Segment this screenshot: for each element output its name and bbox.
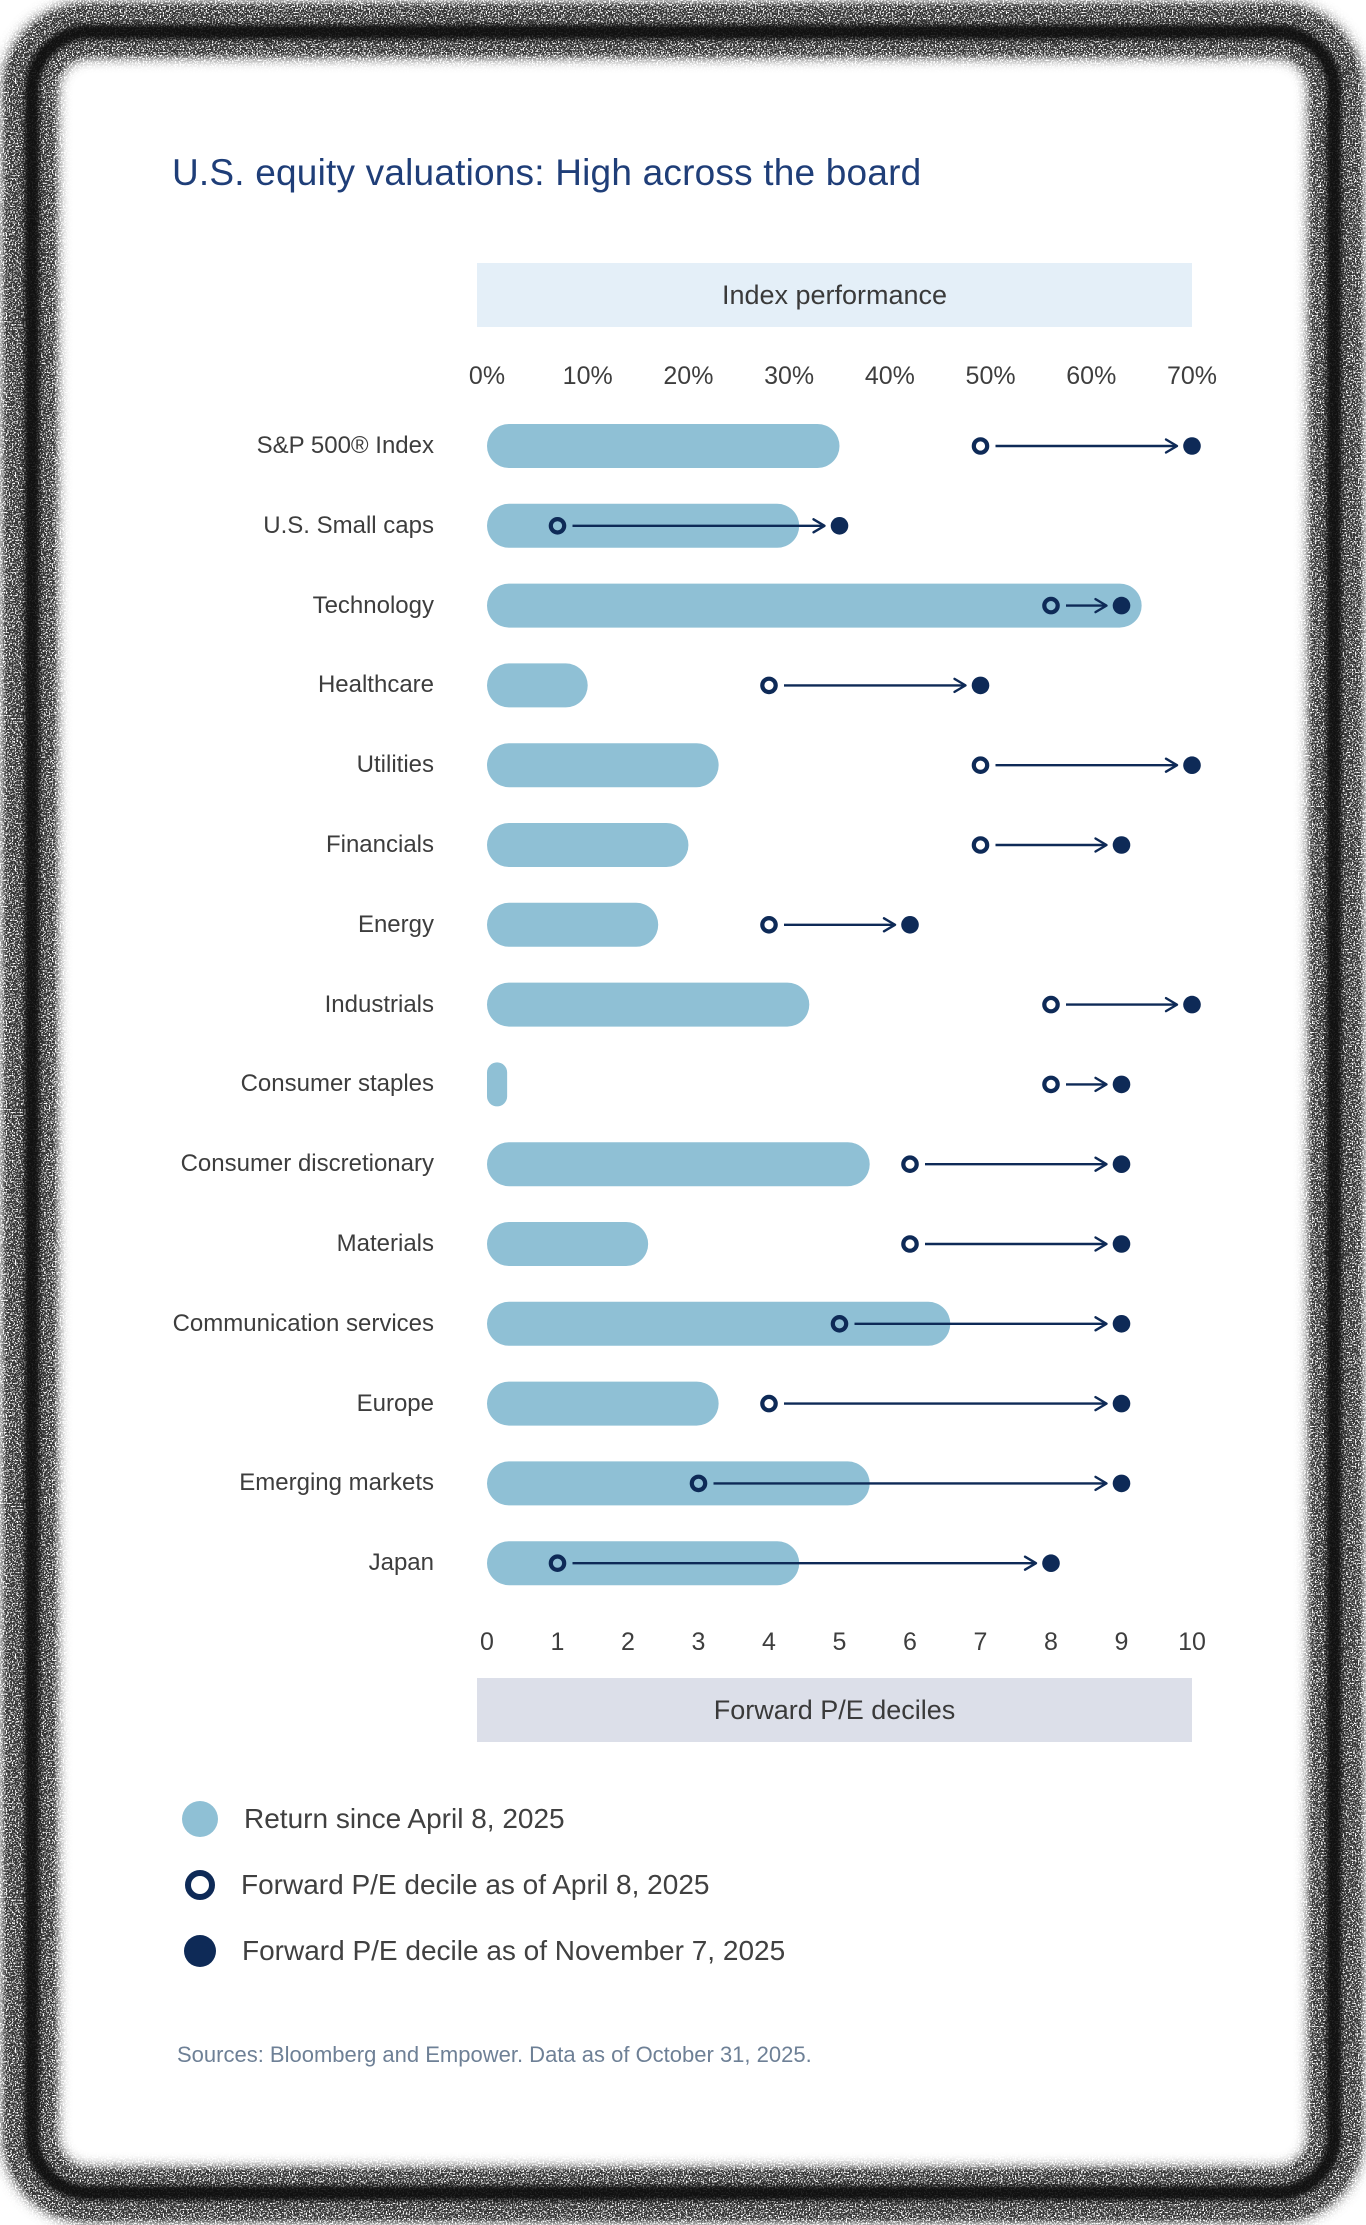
bottom-axis-tick: 5 [832, 1628, 847, 1656]
legend-open-circle-icon [185, 1870, 215, 1900]
row-label: Energy [357, 910, 434, 938]
top-axis-header [477, 263, 1192, 327]
legend-label: Forward P/E decile as of November 7, 2025 [242, 1935, 786, 1966]
bottom-axis-tick: 3 [691, 1628, 706, 1656]
top-axis-tick: 20% [663, 362, 714, 390]
top-axis-tick: 10% [562, 362, 613, 390]
top-axis-tick: 0% [468, 362, 506, 390]
top-axis-tick: 40% [864, 362, 915, 390]
row-label: Consumer staples [240, 1070, 434, 1098]
top-axis-tick: 30% [764, 362, 815, 390]
row-label: U.S. Small caps [263, 511, 434, 539]
bottom-axis-tick: 7 [973, 1628, 988, 1656]
bottom-axis-tick: 1 [550, 1628, 565, 1656]
row-label: Europe [356, 1389, 434, 1417]
page-title: U.S. equity valuations: High across the board [172, 152, 922, 193]
legend-item-november-decile [180, 1932, 785, 1970]
legend-item-return [180, 1800, 565, 1838]
legend-item-april-decile [180, 1866, 709, 1904]
legend-label: Forward P/E decile as of April 8, 2025 [241, 1869, 710, 1900]
card-background [38, 38, 1328, 2187]
legend-filled-circle-icon [184, 1935, 216, 1967]
row-label: Materials [336, 1230, 434, 1257]
bottom-axis-tick: 9 [1114, 1628, 1129, 1656]
top-axis-tick: 50% [965, 362, 1016, 390]
top-axis-header-label: Index performance [721, 279, 948, 310]
top-axis-tick: 70% [1166, 362, 1218, 390]
row-label: Japan [368, 1549, 434, 1577]
legend-return-bar-icon [182, 1801, 218, 1837]
row-label: Financials [325, 831, 434, 858]
bottom-axis-tick: 10 [1178, 1628, 1206, 1656]
top-axis-tick: 60% [1066, 362, 1117, 390]
bottom-axis-header [477, 1678, 1192, 1742]
bottom-axis-tick: 2 [621, 1628, 635, 1656]
source-note: Sources: Bloomberg and Empower. Data as of October 31, 2025. [177, 2042, 812, 2067]
row-label: S&P 500® Index [256, 432, 434, 459]
row-label: Industrials [324, 990, 434, 1018]
bottom-axis-header-label: Forward P/E deciles [713, 1694, 956, 1725]
bottom-axis-tick: 6 [903, 1628, 917, 1656]
row-label: Communication services [172, 1309, 434, 1337]
row-label: Consumer discretionary [180, 1150, 434, 1178]
row-label: Healthcare [317, 671, 434, 699]
bottom-axis-tick: 8 [1044, 1628, 1058, 1656]
legend-label: Return since April 8, 2025 [244, 1803, 565, 1834]
bottom-axis-tick: 0 [480, 1628, 494, 1656]
row-label: Technology [312, 591, 434, 619]
row-label: Emerging markets [239, 1469, 434, 1497]
row-label: Utilities [356, 751, 434, 779]
bottom-axis-tick: 4 [762, 1628, 776, 1656]
